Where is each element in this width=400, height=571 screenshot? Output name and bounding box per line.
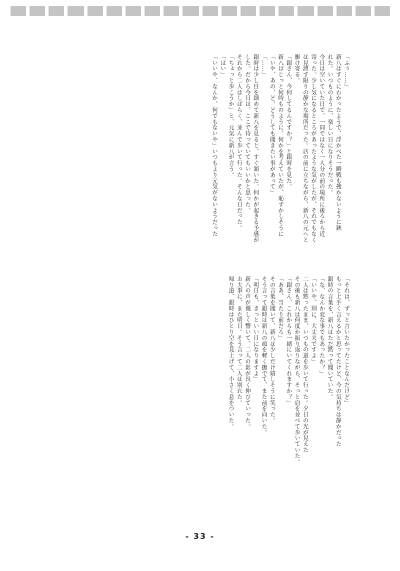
text-line: 「銀さん、今何してるんですか？」と銀時を見た。 — [285, 54, 292, 190]
upper-text-block — [68, 54, 350, 268]
text-line: れた。いつものように、楽しい日になりそうだった。 — [326, 54, 333, 196]
text-line: 「明日も、きっといい日になりますよ」 — [252, 276, 259, 383]
text-line: 銀時の言葉を、新八はただ黙って聞いていた。 — [326, 276, 333, 400]
text-line: は見渡す限りの静かな場所だった。店の前に立ちながら、新八の元へと — [301, 54, 308, 243]
text-line: 「それは、ずっと言いたかったことなんだけど」 — [343, 276, 349, 406]
text-line: 新八の声が優しく響いて、二人の影が長く伸びていった。 — [244, 276, 250, 430]
text-line: もっと上手く言えるかと思ってたけど、今の気持ちは静かだった — [334, 276, 341, 448]
text-line: 「はい」 — [219, 54, 226, 78]
text-line: 二人は黙ったまま、いつもの道を歩いて行った。夕日の光が見えた — [301, 276, 308, 453]
text-line: 「ちょっと歩こうか」と、元気に新八が言う。 — [227, 54, 234, 178]
text-line: それから二人はしばらく、並んで歩いて行った。そんな日だった。 — [235, 54, 242, 231]
text-line: 新八はすぐにわかったようで、浮かべた一瞬戦も捜かないように鋏 — [334, 54, 341, 231]
text-line: その後も新八は何度か振り返りながら、そっと肩を並べて歩いていた。 — [293, 276, 300, 465]
header-decoration — [10, 6, 390, 18]
text-line: そう言って銀時は新八の頭を軽く撫でて、また前を向いた。 — [260, 276, 267, 436]
text-line: 「いいや、別に、大丈夫ですよ」 — [310, 276, 316, 365]
page-number: - 33 - — [185, 532, 215, 541]
text-line: 「銀さん、これからも一緒にいてくれますか？」 — [285, 276, 292, 406]
text-line: 「……」 — [260, 54, 267, 78]
text-line: した。だから今日は、ここで待っていてもいいかと思った。 — [244, 54, 250, 214]
text-line: 「な、なんか変な事でもあったか？」 — [318, 276, 325, 377]
lower-text-block — [68, 276, 350, 512]
text-line: 今日は空いていた日で、一同ではなく一人分の前の場所に後ろから近 — [318, 54, 325, 237]
text-line: 「ふぅ……」 — [343, 54, 349, 90]
text-line: 「ああ、当たり前だろ」 — [277, 276, 283, 341]
text-line: 駆け寄る。 — [293, 54, 300, 84]
text-line: お大事に、また明日。そう言って二人は別れた。 — [235, 276, 242, 406]
text-line: 銀時は少し目を細めて新八を見ると、すぐ頷いた。何かが起きる予感が — [252, 54, 259, 243]
text-line: 「いいや、なんか、何でもないや」いつもより元気がないようだった — [211, 54, 217, 237]
text-line: 寄った。少し気になるところがあったような気がしたが、それでもなく — [310, 54, 316, 243]
text-line: 「いや、あの、ど、どうしても聞きたい事があって」 — [268, 54, 275, 196]
text-line: 帰り道、銀時はひとり空を見上げて、小さく息をついた。 — [227, 276, 234, 430]
text-line: 新八はじっと何時ものように、何かを考えていたが、恥ずかしそうに — [277, 54, 283, 237]
text-line: その言葉を聞いて、新八は少しだけ嬉しそうに笑った。 — [268, 276, 275, 424]
